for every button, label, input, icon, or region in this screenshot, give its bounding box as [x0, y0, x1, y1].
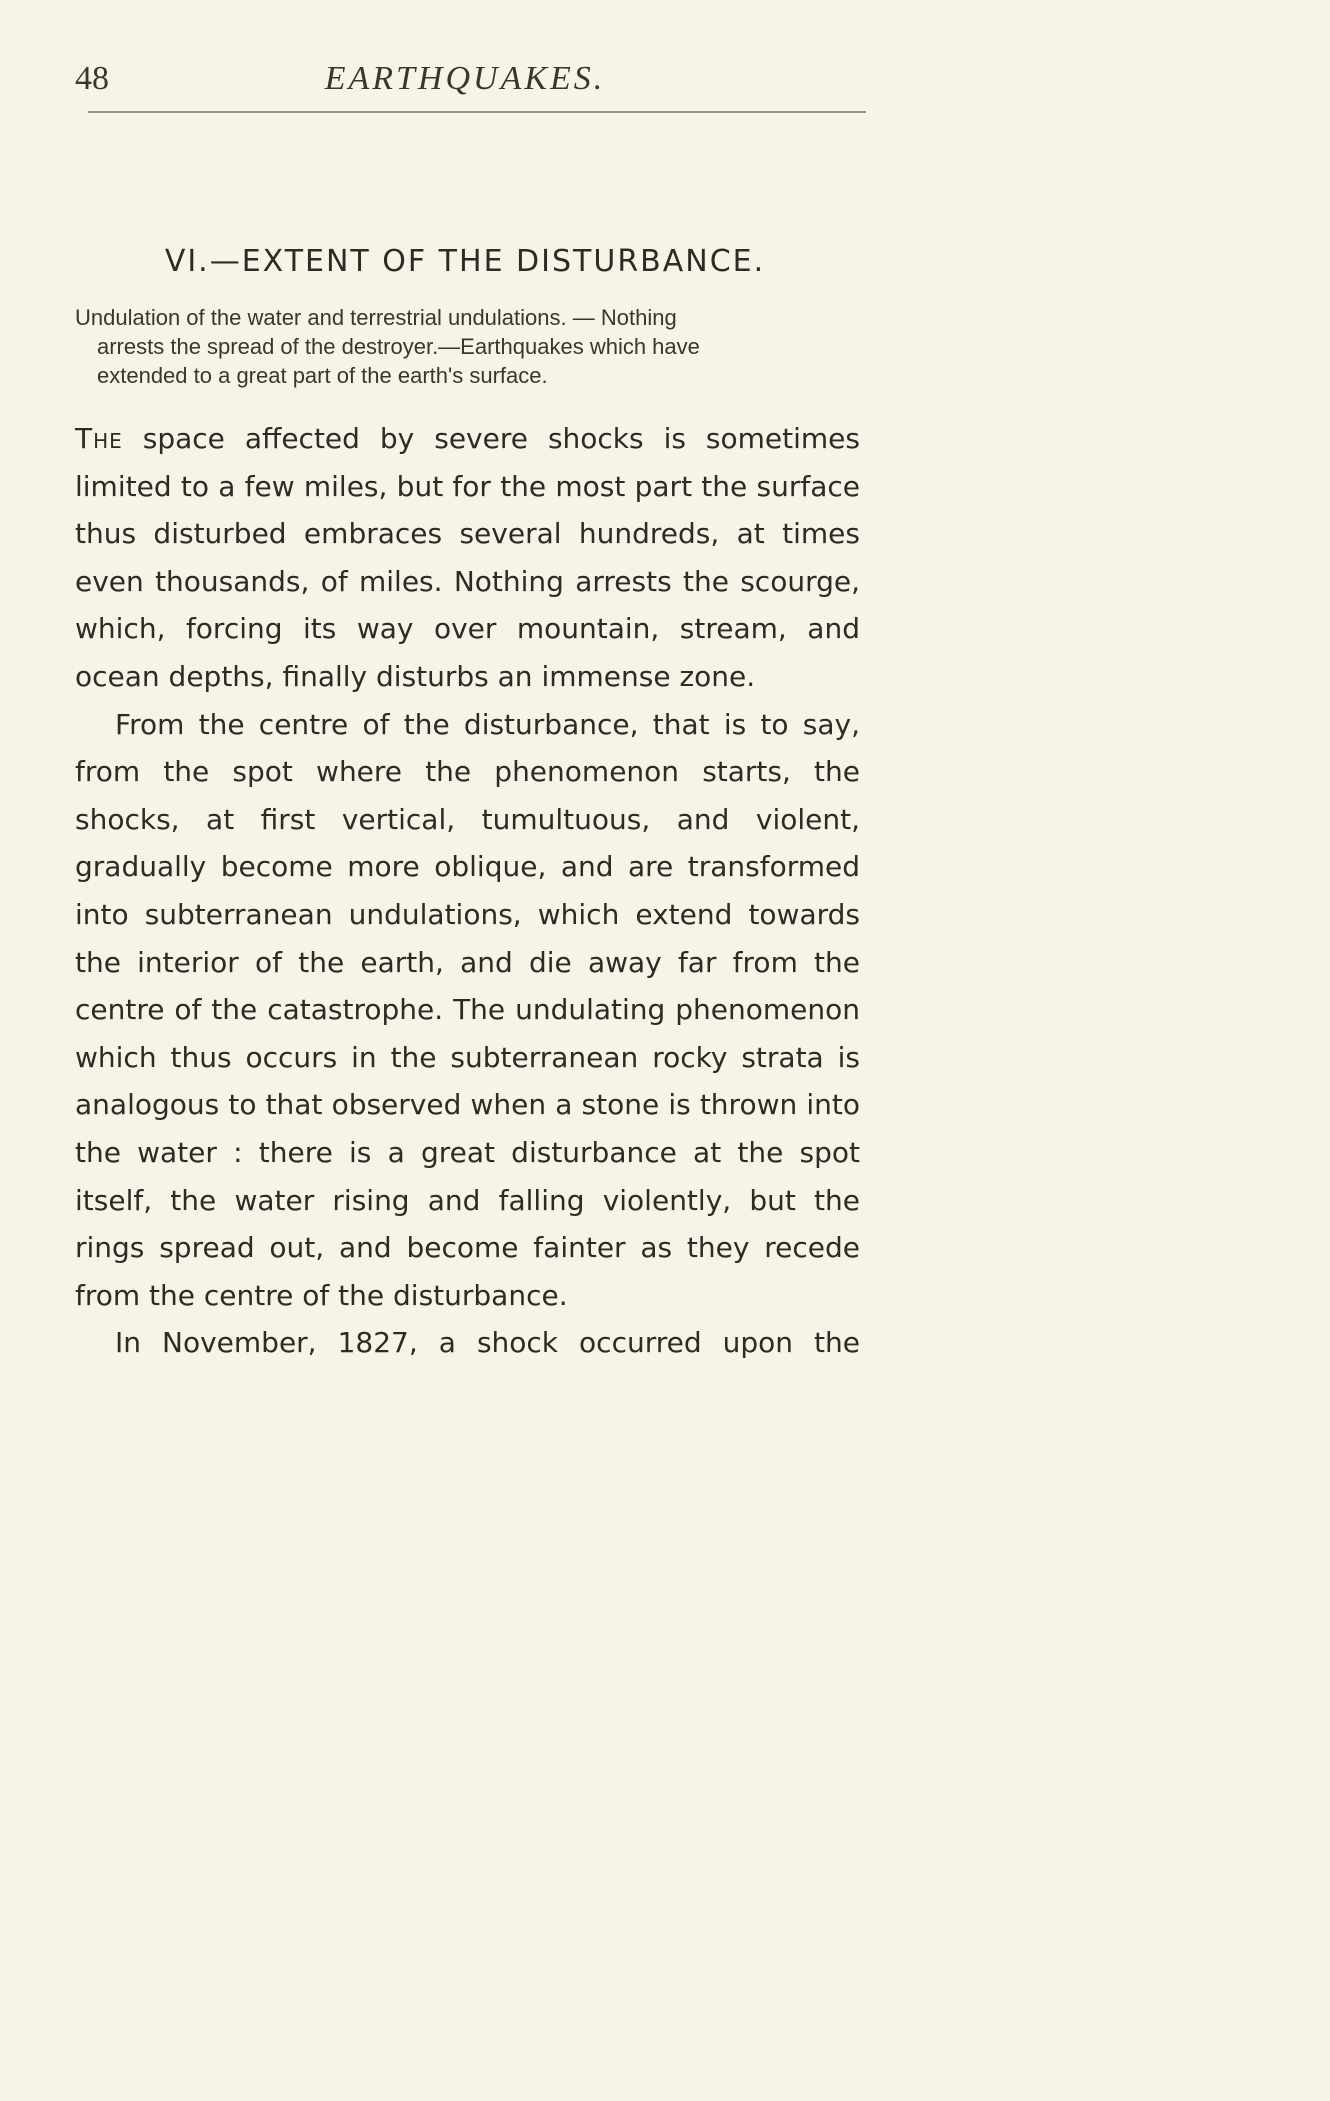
paragraph-lead-word: The [75, 422, 123, 455]
page-number: 48 [75, 60, 109, 97]
paragraph: In November, 1827, a shock occurred upon the [115, 1326, 860, 1360]
header-rule [88, 111, 866, 113]
summary-line: extended to a great part of the earth's surface. [97, 363, 548, 388]
summary-line: Undulation of the water and terrestrial undulations. — Nothing [75, 305, 677, 330]
section-title: VI.—EXTENT OF THE DISTURBANCE. [164, 244, 766, 279]
section-summary [75, 303, 865, 390]
paragraph: From the centre of the disturbance, that is to say, from the spot where the phenomenon starts, the shocks, at first vertical, tumultuous, and violent, gradually become more oblique, and are transformed into subterranean undulations, which extend towards the interior of the earth, and die away far from the centre of the catastrophe. The undulating phenomenon which thus occurs in the subterranean rocky strata is analogous to that observed when a stone is thrown into the water : there is a great disturbance at the spot itself, the water rising and falling violently, but the rings spread out, and become fainter as they recede from the centre of the disturbance. [75, 707, 860, 1312]
paragraph [75, 415, 860, 701]
body-text [75, 415, 860, 1367]
summary-line: arrests the spread of the destroyer.—Earthquakes which have [97, 334, 700, 359]
running-head-title: EARTHQUAKES. [324, 60, 606, 97]
paragraph-text: space affected by severe shocks is sometimes limited to a few miles, but for the most part the surface thus disturbed embraces several hundreds, at times even thousands, of miles. Nothing arrests the scourge, which, forcing its way over mountain, stream, and ocean depths, finally disturbs an immense zone. [75, 422, 860, 693]
